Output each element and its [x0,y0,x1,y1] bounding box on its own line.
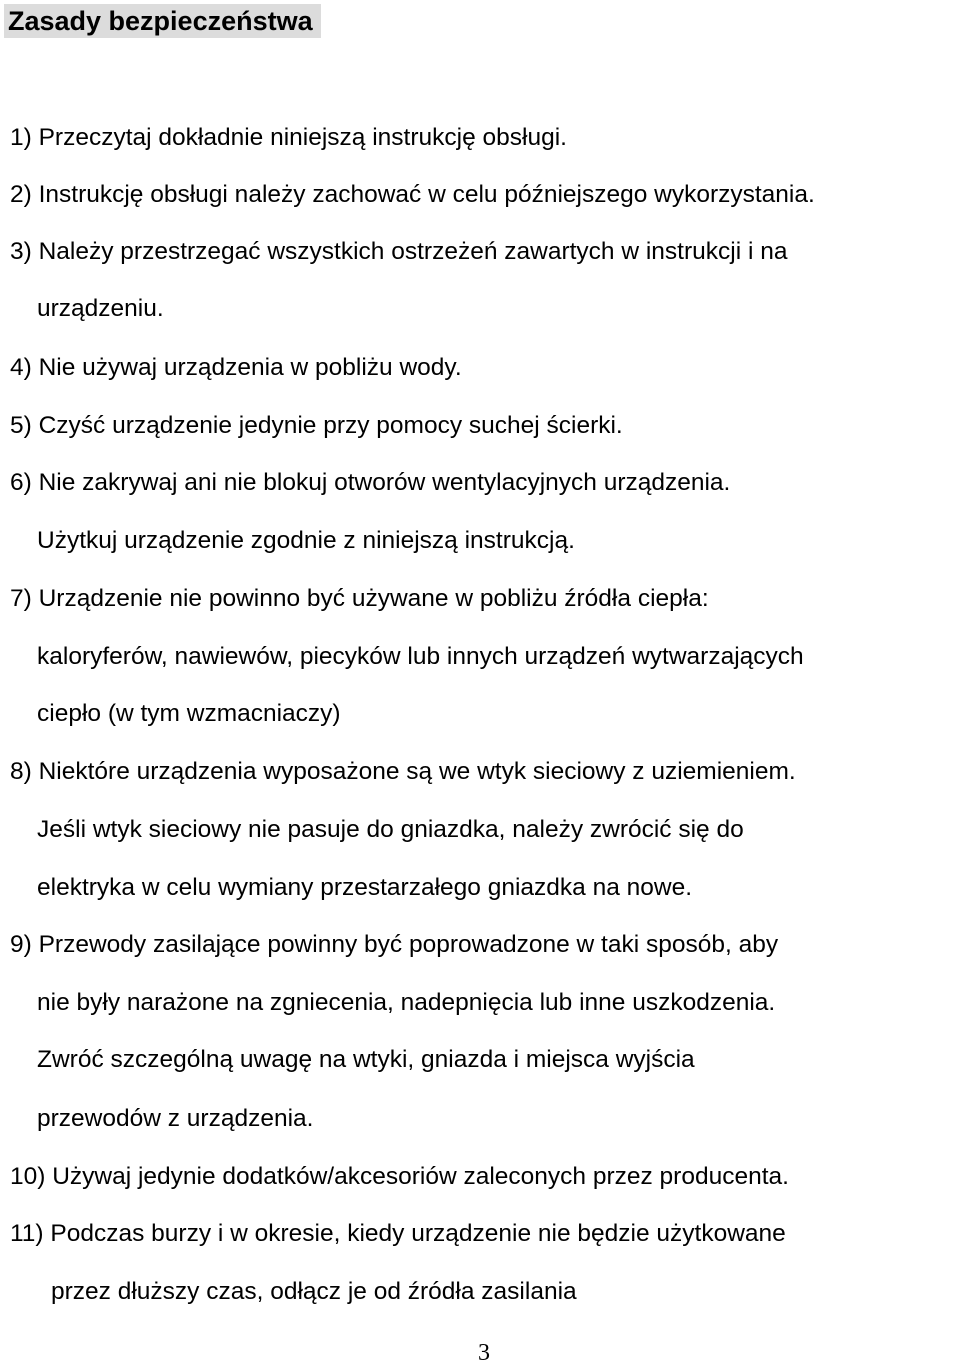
rule-10: 10) Używaj jedynie dodatków/akcesoriów zaleconych przez producenta. [10,1163,789,1190]
rule-7: 7) Urządzenie nie powinno być używane w pobliżu źródła ciepła: [10,585,709,612]
rule-9-continuation-2: Zwróć szczególną uwagę na wtyki, gniazda i miejsca wyjścia [37,1046,695,1073]
rule-6-continuation: Użytkuj urządzenie zgodnie z niniejszą instrukcją. [37,527,575,554]
rule-7-continuation-2: ciepło (w tym wzmacniaczy) [37,700,341,727]
rule-9-continuation-1: nie były narażone na zgniecenia, nadepnięcia lub inne uszkodzenia. [37,989,776,1016]
rule-3-continuation: urządzeniu. [37,295,164,322]
rule-4: 4) Nie używaj urządzenia w pobliżu wody. [10,354,462,381]
rule-6: 6) Nie zakrywaj ani nie blokuj otworów wentylacyjnych urządzenia. [10,469,731,496]
rule-8-continuation-1: Jeśli wtyk sieciowy nie pasuje do gniazdka, należy zwrócić się do [37,816,744,843]
rule-1: 1) Przeczytaj dokładnie niniejszą instrukcję obsługi. [10,124,567,151]
rule-3: 3) Należy przestrzegać wszystkich ostrzeżeń zawartych w instrukcji i na [10,238,788,265]
page-heading: Zasady bezpieczeństwa [4,4,321,38]
rule-7-continuation-1: kaloryferów, nawiewów, piecyków lub innych urządzeń wytwarzających [37,643,804,670]
rule-5: 5) Czyść urządzenie jedynie przy pomocy suchej ścierki. [10,412,623,439]
rule-11-continuation: przez dłuższy czas, odłącz je od źródła zasilania [51,1278,577,1305]
rule-8-continuation-2: elektryka w celu wymiany przestarzałego gniazdka na nowe. [37,874,693,901]
rule-9: 9) Przewody zasilające powinny być poprowadzone w taki sposób, aby [10,931,779,958]
rule-8: 8) Niektóre urządzenia wyposażone są we wtyk sieciowy z uziemieniem. [10,758,796,785]
page-number: 3 [478,1340,490,1366]
rule-2: 2) Instrukcję obsługi należy zachować w celu późniejszego wykorzystania. [10,181,815,208]
rule-11: 11) Podczas burzy i w okresie, kiedy urządzenie nie będzie użytkowane [10,1220,786,1247]
rule-9-continuation-3: przewodów z urządzenia. [37,1105,314,1132]
